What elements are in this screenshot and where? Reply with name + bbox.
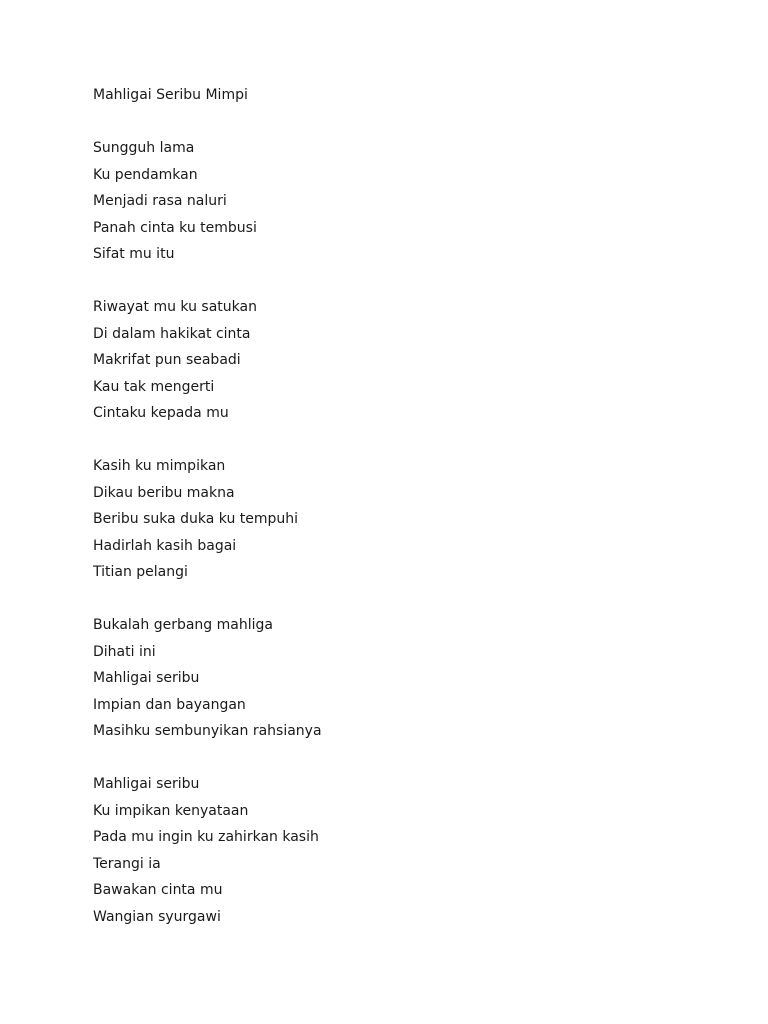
lyric-line: Hadirlah kasih bagai [93,537,237,554]
lyric-line: Sifat mu itu [93,246,175,262]
lyric-line: Panah cinta ku tembusi [93,219,257,236]
lyric-line: Masihku sembunyikan rahsianya [93,723,322,739]
lyric-line: Dihati ini [93,643,156,660]
lyric-line: Ku impikan kenyataan [93,802,249,819]
lyric-line: Mahligai seribu [93,776,200,792]
lyric-line: Kau tak mengerti [93,378,215,395]
lyric-line: Beribu suka duka ku tempuhi [93,511,299,527]
stanza-2 [93,296,733,429]
lyric-line: Bukalah gerbang mahliga [93,617,273,633]
lyric-line: Dikau beribu makna [93,484,235,501]
lyric-line: Kasih ku mimpikan [93,458,226,474]
lyric-line: Mahligai seribu [93,670,200,686]
stanza-5 [93,773,733,932]
lyric-line: Ku pendamkan [93,166,198,183]
lyric-line: Makrifat pun seabadi [93,352,241,368]
lyric-line: Menjadi rasa naluri [93,193,227,209]
lyric-line: Di dalam hakikat cinta [93,325,251,342]
lyric-line: Wangian syurgawi [93,908,221,925]
lyric-line: Terangi ia [93,855,161,872]
lyrics-body [93,84,733,932]
lyric-line: Sungguh lama [93,140,195,156]
stanza-4 [93,614,733,747]
stanza-3 [93,455,733,588]
lyric-line: Impian dan bayangan [93,696,246,713]
song-title: Mahligai Seribu Mimpi [93,87,248,103]
lyric-line: Pada mu ingin ku zahirkan kasih [93,829,319,845]
lyric-line: Cintaku kepada mu [93,405,229,421]
lyric-line: Riwayat mu ku satukan [93,299,257,315]
lyric-line: Titian pelangi [93,564,188,580]
lyric-line: Bawakan cinta mu [93,882,223,898]
stanza-1 [93,137,733,270]
